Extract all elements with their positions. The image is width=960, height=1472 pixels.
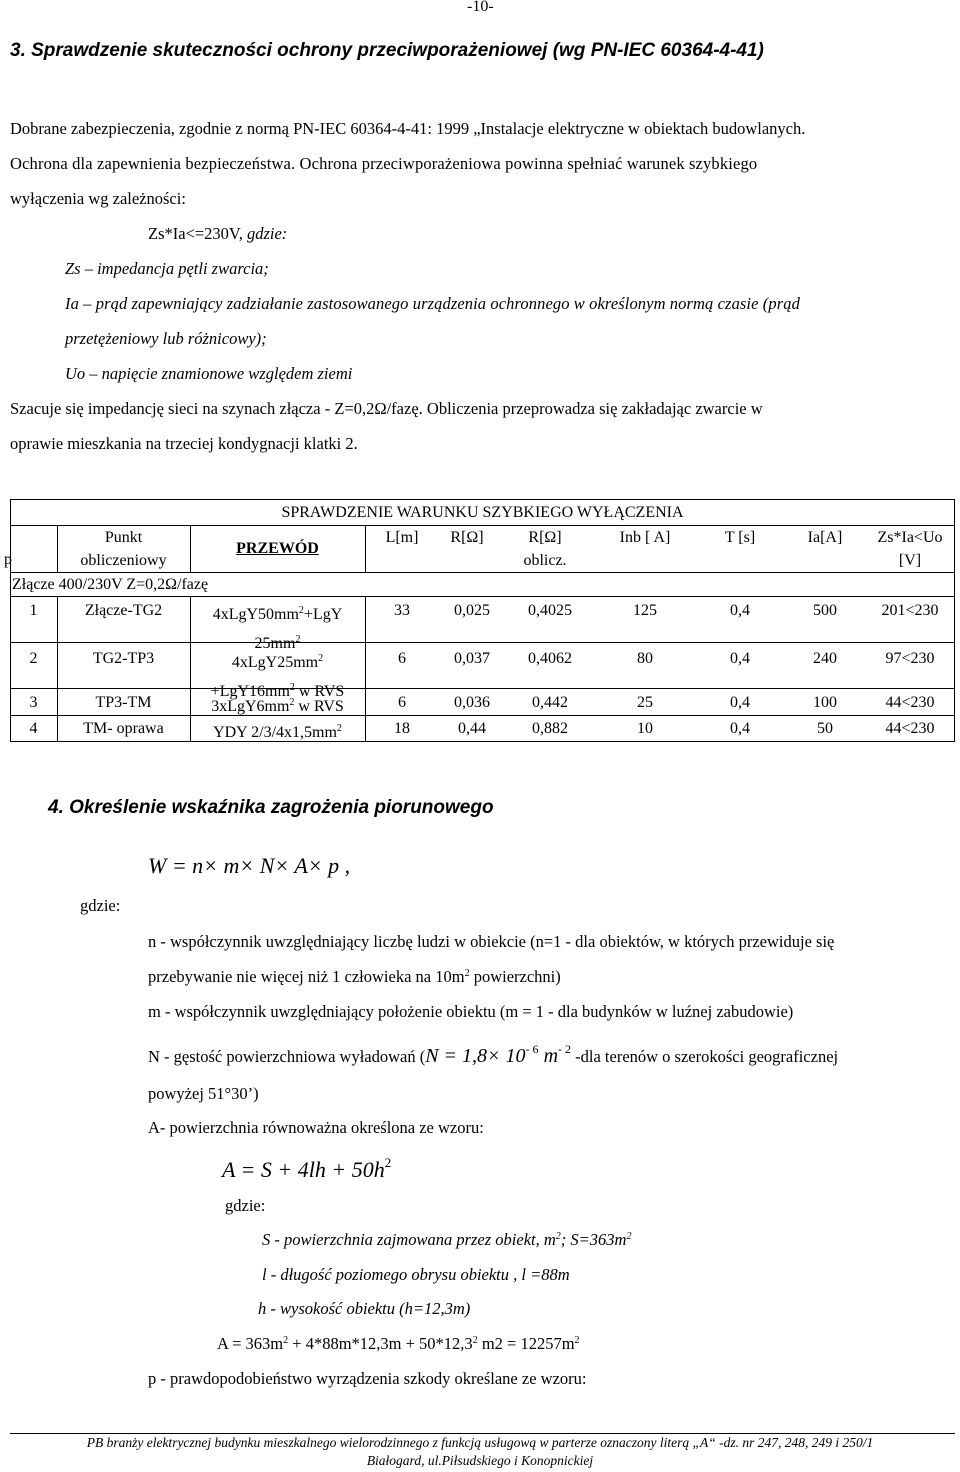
superscript: 2 — [283, 1335, 289, 1346]
superscript: 2 — [574, 1335, 580, 1346]
cell-przewod — [190, 719, 365, 742]
header-przewod: PRZEWÓD — [236, 540, 319, 557]
cell-przewod — [190, 601, 365, 653]
superscript: 2 — [289, 697, 295, 708]
formula-m: m — [538, 1045, 559, 1067]
paragraph-line: Ochrona dla zapewnienia bezpieczeństwa. Ochrona przeciwporażeniowa powinna spełniać warunek szybkiego — [10, 154, 758, 173]
paragraph-line: oprawie mieszkania na trzeciej kondygnacji klatki 2. — [10, 434, 358, 453]
cell-length: 33 — [394, 602, 410, 619]
cell-resistance-calc: 0,882 — [532, 720, 568, 737]
definition-A: A- powierzchnia równoważna określona ze wzoru: — [148, 1118, 484, 1137]
cell-zs: 97<230 — [885, 650, 935, 667]
cell-resistance-calc: 0,4062 — [528, 650, 572, 667]
header-resistance: R[Ω] — [450, 529, 484, 546]
cell-resistance: 0,44 — [458, 720, 486, 737]
cell-length: 6 — [398, 694, 406, 711]
header-punkt-line2: obliczeniowy — [80, 552, 167, 569]
text: N - gęstość powierzchniowa wyładowań ( — [148, 1047, 426, 1066]
definition-n-cont — [148, 967, 561, 987]
superscript: 2 — [555, 1231, 561, 1242]
header-resistance-calc — [510, 528, 580, 570]
przewod-text: 25mm — [254, 635, 296, 652]
cell-ia: 240 — [813, 650, 837, 667]
przewod-text: w RVS — [294, 698, 344, 715]
formula-gdzie: gdzie: — [246, 224, 288, 243]
text: S - powierzchnia zajmowana przez obiekt, m — [262, 1230, 556, 1249]
przewod-text: w RVS — [294, 683, 345, 700]
definition-ia-cont: przetężeniowy lub różnicowy); — [65, 329, 267, 348]
definition-N — [148, 1042, 838, 1068]
cell-resistance-calc: 0,442 — [532, 694, 568, 711]
definition-ia: Ia – prąd zapewniający zadziałanie zastosowanego urządzenia ochronnego w określonym normą czasie (prąd — [65, 294, 800, 313]
check-table — [4, 499, 955, 741]
superscript: 2 — [298, 605, 304, 616]
text: ; S=363m — [560, 1230, 627, 1249]
cell-length: 18 — [394, 720, 410, 737]
superscript: 2 — [384, 1155, 392, 1170]
cell-ia: 100 — [813, 694, 837, 711]
header-rc-line2: oblicz. — [523, 552, 567, 569]
footer-line-1: PB branży elektrycznej budynku mieszkalnego wielorodzinnego z funkcją usługową w parterze oznaczony literą „A“ -dz. nr 247, 248, 249 i 250/1 — [86, 1435, 874, 1450]
header-punkt — [57, 528, 190, 570]
formula-A — [222, 1155, 391, 1183]
cell-inb: 25 — [637, 694, 653, 711]
cell-time: 0,4 — [730, 720, 750, 737]
header-lp: p — [4, 551, 12, 568]
cell-punkt: TG2-TP3 — [92, 650, 155, 667]
cell-lp: 2 — [29, 650, 38, 667]
gdzie-label-a: gdzie: — [225, 1196, 266, 1215]
cell-inb: 125 — [633, 602, 657, 619]
header-length: L[m] — [385, 529, 419, 546]
superscript: 2 — [295, 634, 301, 645]
section-4-heading: 4. Określenie wskaźnika zagrożenia piorunowego — [48, 797, 494, 818]
cell-resistance: 0,025 — [454, 602, 490, 619]
footer-line-2: Białogard, ul.Piłsudskiego i Konopnickiej — [366, 1453, 594, 1468]
paragraph-line: Dobrane zabezpieczenia, zgodnie z normą PN-IEC 60364-4-41: 1999 „Instalacje elektryczne w obiektach budowlanych. — [10, 119, 806, 138]
cell-time: 0,4 — [730, 650, 750, 667]
superscript: 2 — [472, 1335, 478, 1346]
header-ia: Ia[A] — [807, 529, 843, 546]
cell-inb: 80 — [637, 650, 653, 667]
cell-przewod — [190, 693, 365, 716]
text: powierzchni) — [469, 967, 561, 986]
definition-S — [262, 1230, 631, 1250]
cell-punkt: TM- oprawa — [83, 720, 164, 737]
definition-p: p - prawdopodobieństwo wyrządzenia szkody określane ze wzoru: — [148, 1369, 587, 1388]
superscript: 2 — [464, 968, 470, 979]
calculation-A — [217, 1334, 580, 1354]
superscript: 2 — [318, 653, 324, 664]
cell-resistance: 0,036 — [454, 694, 490, 711]
paragraph-line: wyłączenia wg zależności: — [10, 189, 186, 208]
cell-resistance-calc: 0,4025 — [528, 602, 572, 619]
cell-lp: 1 — [29, 602, 38, 619]
superscript: 2 — [336, 723, 342, 734]
definition-m: m - współczynnik uwzględniający położenie obiektu (m = 1 - dla budynków w luźnej zabudowie) — [148, 1002, 794, 1021]
text: m2 = 12257m — [477, 1334, 575, 1353]
header-punkt-line1: Punkt — [104, 529, 143, 546]
table-section-row: Złącze 400/230V Z=0,2Ω/fazę — [12, 576, 209, 593]
definition-h: h - wysokość obiektu (h=12,3m) — [258, 1299, 471, 1318]
formula-text: Zs*Ia<=230V, — [148, 224, 243, 243]
cell-lp: 4 — [29, 720, 38, 737]
page-number: -10- — [467, 0, 494, 15]
cell-inb: 10 — [637, 720, 653, 737]
paragraph-line: Szacuje się impedancję sieci na szynach złącza - Z=0,2Ω/fazę. Obliczenia przeprowadza się zakładając zwarcie w — [10, 399, 763, 418]
superscript: - 2 — [558, 1042, 572, 1056]
cell-punkt: TP3-TM — [95, 694, 152, 711]
text: + 4*88m*12,3m + 50*12,3 — [288, 1334, 473, 1353]
cell-resistance: 0,037 — [454, 650, 490, 667]
definition-uo: Uo – napięcie znamionowe względem ziemi — [65, 364, 353, 383]
section-3-heading: 3. Sprawdzenie skuteczności ochrony przeciwporażeniowej (wg PN-IEC 60364-4-41) — [10, 40, 764, 61]
footer-rule — [10, 1433, 955, 1434]
cell-ia: 500 — [813, 602, 837, 619]
header-zs-line1: Zs*Ia<Uo — [877, 529, 943, 546]
definition-n: n - współczynnik uwzględniający liczbę ludzi w obiekcie (n=1 - dla obiektów, w których przewiduje się — [148, 932, 835, 951]
cell-length: 6 — [398, 650, 406, 667]
cell-zs: 44<230 — [885, 720, 935, 737]
text: przebywanie nie więcej niż 1 człowieka na 10m — [148, 967, 465, 986]
gdzie-label: gdzie: — [80, 896, 121, 915]
cell-punkt: Złącze-TG2 — [84, 602, 163, 619]
definition-l: l - długość poziomego obrysu obiektu , l =88m — [262, 1265, 570, 1284]
przewod-text: YDY 2/3/4x1,5mm — [213, 724, 337, 741]
superscript: 2 — [626, 1231, 632, 1242]
formula-N: N = 1,8× 10 — [425, 1045, 526, 1067]
table-title: SPRAWDZENIE WARUNKU SZYBKIEGO WYŁĄCZENIA — [281, 504, 684, 521]
cell-time: 0,4 — [730, 694, 750, 711]
przewod-text: +LgY — [303, 606, 343, 623]
superscript: - 6 — [525, 1042, 539, 1056]
cell-zs: 201<230 — [881, 602, 939, 619]
przewod-text: +LgY16mm — [210, 683, 290, 700]
cell-ia: 50 — [817, 720, 833, 737]
definition-N-cont: powyżej 51°30’) — [148, 1084, 259, 1103]
text: A = 363m — [217, 1334, 284, 1353]
header-zs — [865, 528, 955, 570]
formula-zs-ia — [148, 224, 287, 244]
text: -dla terenów o szerokości geograficznej — [571, 1047, 839, 1066]
cell-lp: 3 — [29, 694, 38, 711]
superscript: 2 — [289, 682, 295, 693]
formula-w: W = n× m× N× A× p , — [148, 853, 351, 878]
header-rc-line1: R[Ω] — [528, 529, 562, 546]
definition-zs: Zs – impedancja pętli zwarcia; — [65, 259, 269, 278]
formula-text: A = S + 4lh + 50h — [222, 1157, 385, 1182]
przewod-text: 3xLgY6mm — [211, 698, 290, 715]
header-time: T [s] — [724, 529, 756, 546]
cell-time: 0,4 — [730, 602, 750, 619]
header-zs-line2: [V] — [898, 552, 922, 569]
cell-zs: 44<230 — [885, 694, 935, 711]
przewod-text: 4xLgY25mm — [231, 654, 319, 671]
header-inb: Inb [ A] — [619, 529, 671, 546]
przewod-text: 4xLgY50mm — [212, 606, 299, 623]
